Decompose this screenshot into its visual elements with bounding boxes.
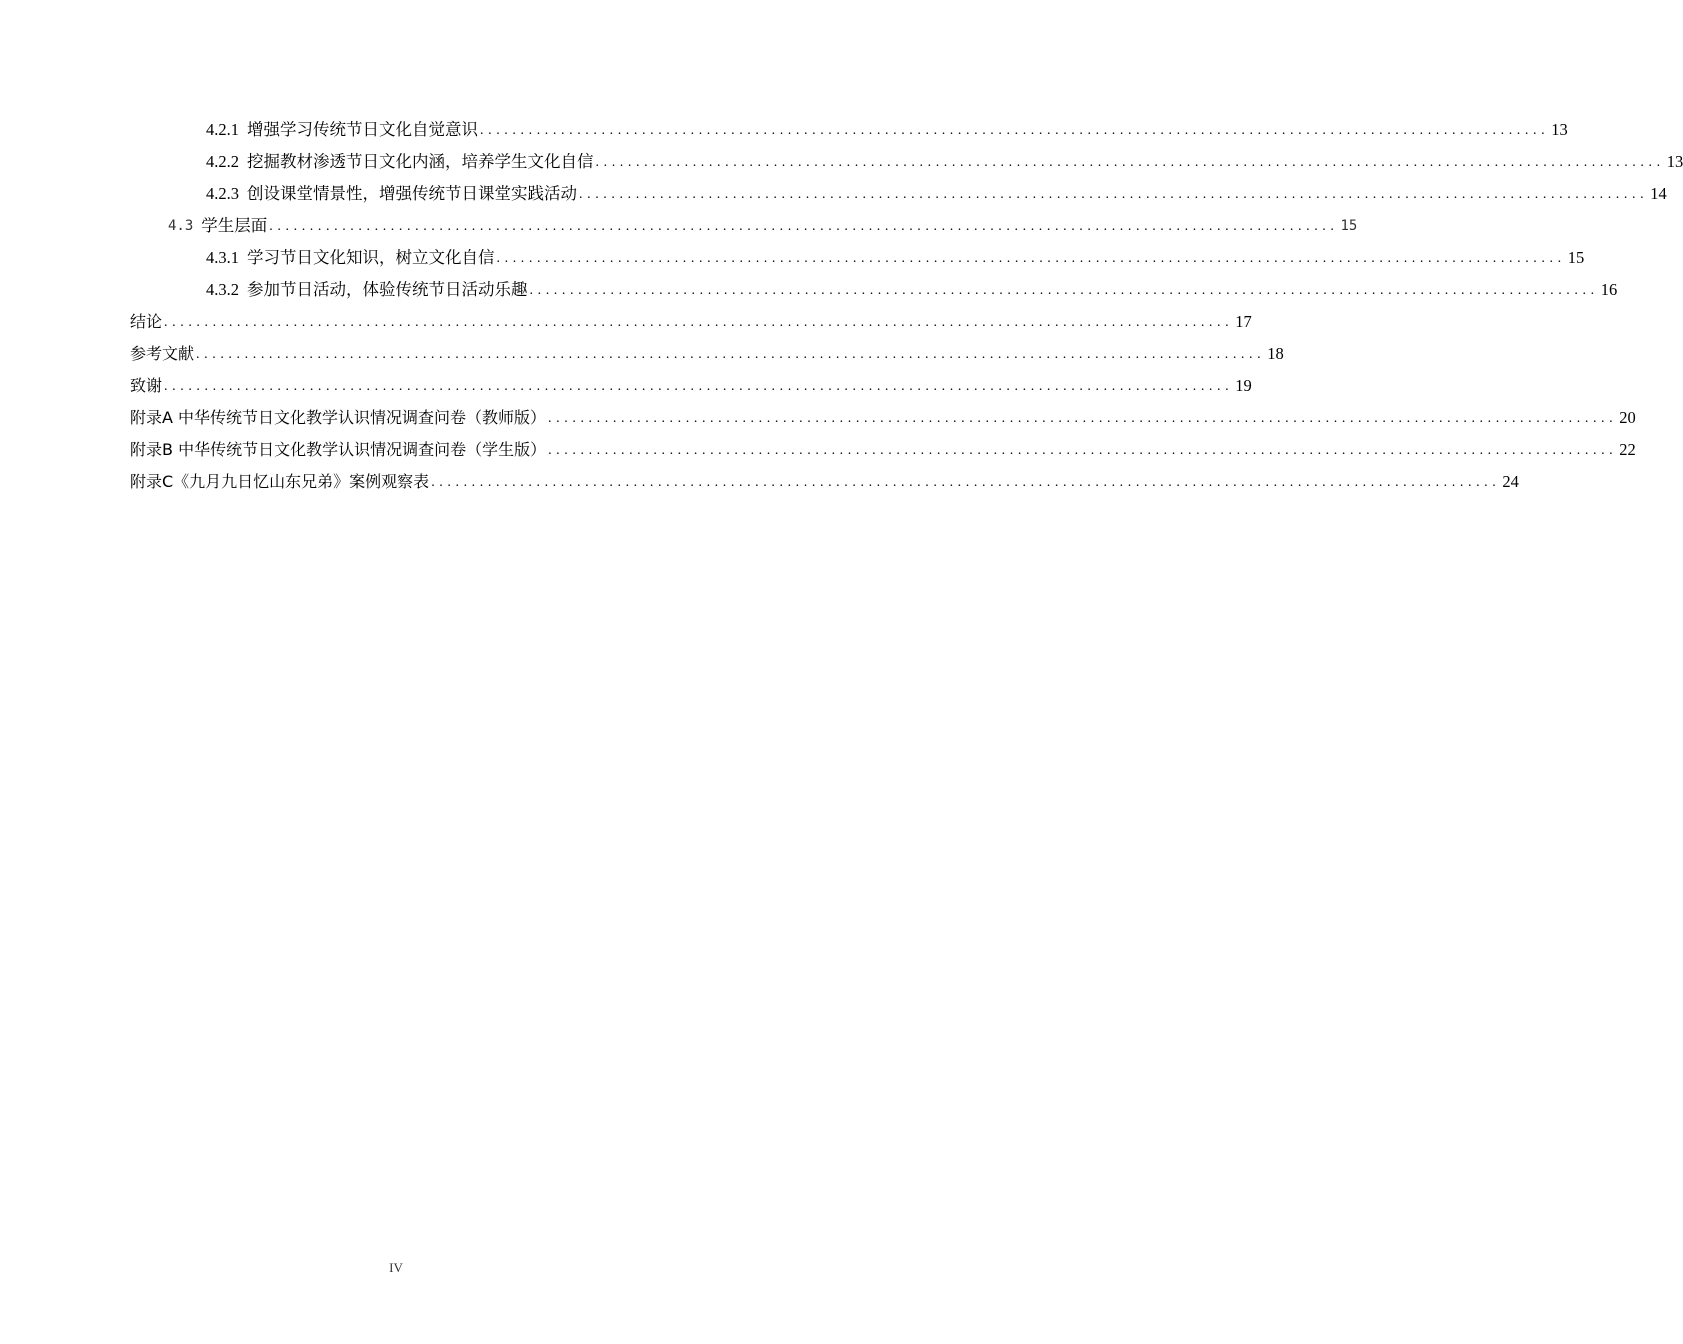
toc-entry-number: 4.2.3 xyxy=(206,184,239,203)
toc-entry-appendix-b[interactable] xyxy=(0,432,1636,464)
toc-dot-leader: .................................................................................................................................... xyxy=(496,251,1566,266)
toc-entry-title: 参考文献 xyxy=(130,344,195,363)
toc-entry-page: 15 xyxy=(1567,248,1585,267)
toc-dot-leader: .................................................................................................................................... xyxy=(164,379,1234,394)
toc-dot-leader: .................................................................................................................................... xyxy=(529,283,1599,298)
toc-entry-title: 结论 xyxy=(130,312,163,331)
toc-entry-4-2-3[interactable] xyxy=(0,176,1667,208)
toc-dot-leader: .................................................................................................................................... xyxy=(548,443,1618,458)
toc-entry-page: 20 xyxy=(1619,408,1636,427)
toc-entry-number: 4.3 xyxy=(168,218,194,234)
toc-dot-leader: .................................................................................................................................... xyxy=(548,411,1618,426)
toc-dot-leader: .................................................................................................................................... xyxy=(579,187,1649,202)
toc-entry-4-2-1[interactable] xyxy=(0,112,1568,144)
toc-entry-title: 附录C《九月九日忆山东兄弟》案例观察表 xyxy=(130,472,430,491)
toc-dot-leader: .................................................................................................................................... xyxy=(269,219,1339,234)
toc-entry-title: 附录B 中华传统节日文化教学认识情况调查问卷（学生版） xyxy=(130,440,547,459)
toc-entry-number: 4.3.2 xyxy=(206,280,239,299)
toc-entry-page: 19 xyxy=(1235,376,1252,395)
page-number: IV xyxy=(389,1260,403,1275)
toc-entry-number: 4.3.1 xyxy=(206,248,239,267)
toc-entry-page: 13 xyxy=(1666,152,1683,171)
toc-dot-leader: .................................................................................................................................... xyxy=(196,347,1266,362)
toc-dot-leader: .................................................................................................................................... xyxy=(164,315,1234,330)
toc-entry-conclusion[interactable] xyxy=(0,304,1252,336)
toc-entry-title: 致谢 xyxy=(130,376,163,395)
toc-entry-number: 4.2.2 xyxy=(206,152,239,171)
toc-entry-references[interactable] xyxy=(0,336,1284,368)
toc-entry-page: 16 xyxy=(1600,280,1618,299)
toc-entry-4-2-2[interactable] xyxy=(0,144,1683,176)
toc-entry-4-3-2[interactable] xyxy=(0,272,1618,304)
toc-entry-page: 24 xyxy=(1502,472,1519,491)
toc-entry-page: 15 xyxy=(1340,218,1358,234)
toc-entry-title: 挖掘教材渗透节日文化内涵，培养学生文化自信 xyxy=(247,152,594,171)
toc-entry-4-3-1[interactable] xyxy=(0,240,1585,272)
toc-entry-page: 18 xyxy=(1267,344,1284,363)
toc-entry-title: 学习节日文化知识，树立文化自信 xyxy=(247,248,495,267)
toc-entry-title: 参加节日活动，体验传统节日活动乐趣 xyxy=(247,280,528,299)
toc-dot-leader: .................................................................................................................................... xyxy=(595,155,1665,170)
table-of-contents xyxy=(0,112,1683,496)
toc-entry-acknowledgements[interactable] xyxy=(0,368,1252,400)
toc-entry-appendix-c[interactable] xyxy=(0,464,1519,496)
toc-dot-leader: .................................................................................................................................... xyxy=(480,123,1550,138)
toc-entry-title: 增强学习传统节日文化自觉意识 xyxy=(247,120,478,139)
toc-entry-number: 4.2.1 xyxy=(206,120,239,139)
toc-entry-4-3[interactable] xyxy=(0,208,1358,240)
toc-entry-title: 创设课堂情景性，增强传统节日课堂实践活动 xyxy=(247,184,577,203)
toc-entry-page: 22 xyxy=(1619,440,1636,459)
toc-entry-page: 13 xyxy=(1551,120,1568,139)
toc-entry-appendix-a[interactable] xyxy=(0,400,1636,432)
toc-entry-page: 14 xyxy=(1650,184,1667,203)
toc-entry-title: 学生层面 xyxy=(201,216,268,235)
toc-entry-title: 附录A 中华传统节日文化教学认识情况调查问卷（教师版） xyxy=(130,408,547,427)
toc-entry-page: 17 xyxy=(1235,312,1252,331)
toc-dot-leader: .................................................................................................................................... xyxy=(431,475,1501,490)
